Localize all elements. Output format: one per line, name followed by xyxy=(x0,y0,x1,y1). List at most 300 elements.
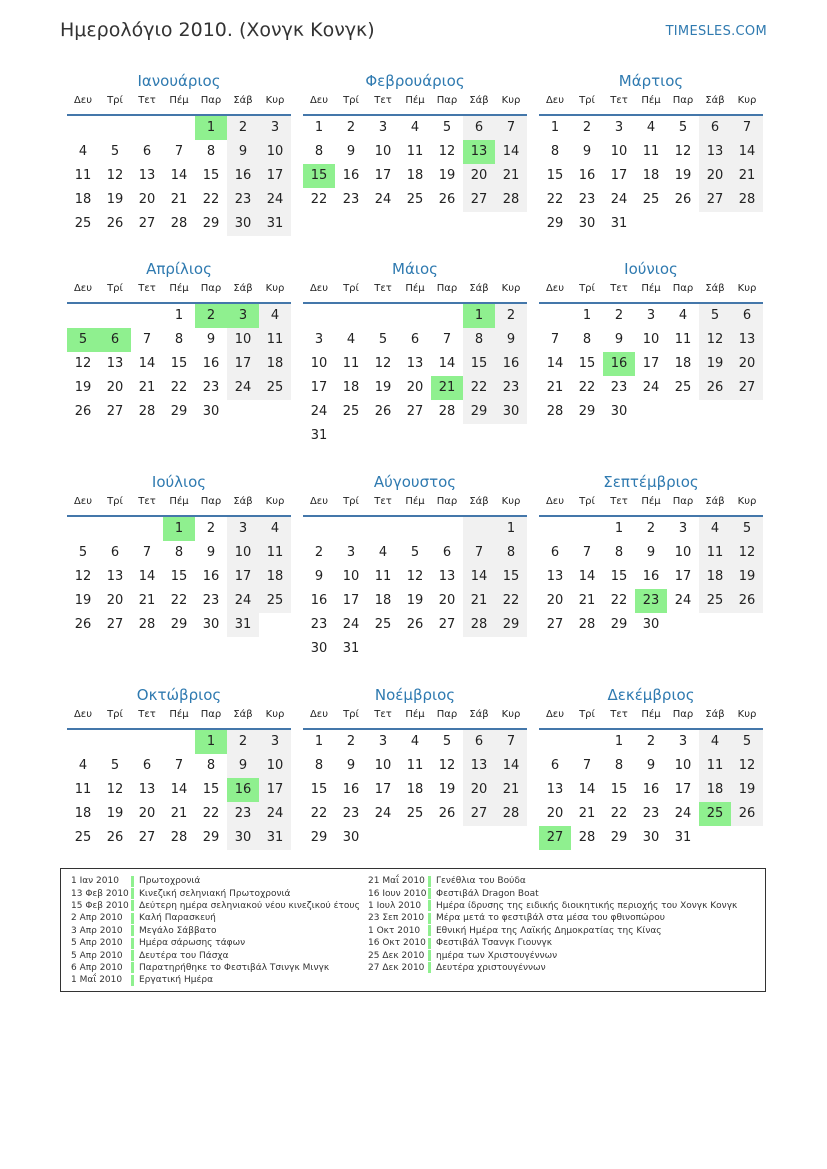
empty-cell xyxy=(463,424,495,448)
weekday-label: Τετ xyxy=(374,496,392,507)
day-cell: 8 xyxy=(582,332,592,347)
weekday-label: Δευ xyxy=(545,95,565,106)
empty-cell xyxy=(99,517,131,541)
site-link[interactable]: TIMESLES.COM xyxy=(665,24,767,39)
day-cell: 6 xyxy=(550,545,560,560)
holiday-marker xyxy=(131,962,134,973)
day-cell: 1 xyxy=(495,517,527,541)
weekday-header xyxy=(303,94,527,116)
empty-cell xyxy=(99,116,131,140)
day-cell: 2 xyxy=(227,730,259,754)
day-cell: 13 xyxy=(463,754,495,778)
day-cell: 15 xyxy=(463,352,495,376)
day-cell: 11 xyxy=(74,782,92,797)
day-grid xyxy=(539,730,763,850)
day-cell: 19 xyxy=(406,593,424,608)
day-cell: 13 xyxy=(106,569,124,584)
day-cell: 24 xyxy=(374,806,392,821)
empty-cell xyxy=(699,400,731,424)
day-cell: 10 xyxy=(227,328,259,352)
day-cell: 16 xyxy=(310,593,328,608)
empty-cell xyxy=(667,400,699,424)
empty-cell xyxy=(571,517,603,541)
day-cell: 18 xyxy=(642,168,660,183)
day-cell: 26 xyxy=(106,830,124,845)
holiday-date: 1 Ιαν 2010 xyxy=(71,876,119,887)
weekday-label: Τρί xyxy=(343,709,359,720)
legend-row xyxy=(368,912,737,924)
day-cell: 6 xyxy=(110,545,120,560)
day-cell: 5 xyxy=(442,734,452,749)
day-cell: 27 xyxy=(106,404,124,419)
day-cell: 23 xyxy=(642,806,660,821)
empty-cell xyxy=(539,517,571,541)
holiday-day-cell: 13 xyxy=(463,140,495,164)
day-cell: 25 xyxy=(406,192,424,207)
day-cell: 17 xyxy=(259,164,291,188)
day-cell: 13 xyxy=(546,782,564,797)
weekday-label: Τετ xyxy=(138,709,156,720)
day-cell: 20 xyxy=(546,806,564,821)
day-cell: 20 xyxy=(406,380,424,395)
holiday-day-cell: 21 xyxy=(431,376,463,400)
holiday-day-cell: 16 xyxy=(603,352,635,376)
day-cell: 20 xyxy=(463,164,495,188)
day-cell: 16 xyxy=(578,168,596,183)
holiday-marker xyxy=(131,925,134,936)
day-cell: 30 xyxy=(202,617,220,632)
day-cell: 16 xyxy=(227,164,259,188)
empty-cell xyxy=(131,730,163,754)
day-cell: 29 xyxy=(170,404,188,419)
weekday-label: Σάβ xyxy=(705,283,725,294)
holiday-name: Παρατηρήθηκε το Φεστιβάλ Τσινγκ Μινγκ xyxy=(139,962,330,973)
holiday-date: 13 Φεβ 2010 xyxy=(71,888,129,899)
day-cell: 16 xyxy=(342,168,360,183)
holiday-date: 1 Ιουλ 2010 xyxy=(368,900,422,911)
weekday-label: Πέμ xyxy=(169,283,189,294)
holiday-date: 23 Σεπ 2010 xyxy=(368,913,425,924)
holiday-date: 1 Οκτ 2010 xyxy=(368,925,421,936)
weekday-label: Τετ xyxy=(610,283,628,294)
day-cell: 13 xyxy=(106,356,124,371)
day-cell: 23 xyxy=(578,192,596,207)
day-cell: 8 xyxy=(463,328,495,352)
day-cell: 14 xyxy=(138,356,156,371)
weekday-label: Πέμ xyxy=(641,95,661,106)
day-cell: 4 xyxy=(678,308,688,323)
empty-cell xyxy=(731,613,763,637)
day-cell: 22 xyxy=(202,806,220,821)
day-cell: 21 xyxy=(170,806,188,821)
day-cell: 19 xyxy=(438,168,456,183)
day-cell: 29 xyxy=(202,216,220,231)
day-cell: 13 xyxy=(546,569,564,584)
day-cell: 26 xyxy=(438,806,456,821)
month-name: Οκτώβριος xyxy=(136,686,222,704)
weekday-header xyxy=(539,94,763,116)
holiday-date: 15 Φεβ 2010 xyxy=(71,900,129,911)
weekday-label: Σάβ xyxy=(469,496,489,507)
day-cell: 15 xyxy=(170,356,188,371)
weekday-label: Κυρ xyxy=(737,95,757,106)
weekday-header xyxy=(67,94,291,116)
weekday-label: Παρ xyxy=(672,95,694,106)
day-cell: 27 xyxy=(463,802,495,826)
day-cell: 1 xyxy=(614,521,624,536)
day-cell: 1 xyxy=(614,734,624,749)
day-cell: 10 xyxy=(374,144,392,159)
weekday-label: Σάβ xyxy=(233,709,253,720)
day-cell: 22 xyxy=(170,380,188,395)
day-cell: 3 xyxy=(378,120,388,135)
weekday-label: Δευ xyxy=(73,95,93,106)
day-cell: 7 xyxy=(495,116,527,140)
day-cell: 19 xyxy=(106,806,124,821)
day-cell: 29 xyxy=(495,613,527,637)
day-cell: 12 xyxy=(406,569,424,584)
day-cell: 18 xyxy=(406,168,424,183)
day-cell: 27 xyxy=(106,617,124,632)
day-grid xyxy=(67,304,291,424)
day-cell: 4 xyxy=(699,730,731,754)
day-cell: 24 xyxy=(227,589,259,613)
day-cell: 14 xyxy=(170,168,188,183)
holiday-name: Δευτέρα του Πάσχα xyxy=(139,950,229,961)
holiday-date: 25 Δεκ 2010 xyxy=(368,950,425,961)
holiday-day-cell: 15 xyxy=(303,164,335,188)
weekday-label: Τετ xyxy=(138,496,156,507)
day-cell: 28 xyxy=(438,404,456,419)
day-cell: 4 xyxy=(410,734,420,749)
day-cell: 30 xyxy=(342,830,360,845)
legend-row xyxy=(71,937,360,949)
weekday-label: Τρί xyxy=(343,95,359,106)
holiday-date: 5 Απρ 2010 xyxy=(71,950,123,961)
day-cell: 26 xyxy=(674,192,692,207)
day-cell: 29 xyxy=(610,830,628,845)
holiday-name: Ημέρα σάρωσης τάφων xyxy=(139,938,246,949)
weekday-label: Πέμ xyxy=(405,496,425,507)
day-cell: 14 xyxy=(438,356,456,371)
day-cell: 4 xyxy=(699,517,731,541)
day-cell: 14 xyxy=(170,782,188,797)
day-cell: 4 xyxy=(346,332,356,347)
day-cell: 28 xyxy=(578,830,596,845)
empty-cell xyxy=(335,424,367,448)
day-cell: 29 xyxy=(578,404,596,419)
day-cell: 11 xyxy=(342,356,360,371)
empty-cell xyxy=(367,304,399,328)
day-cell: 8 xyxy=(314,144,324,159)
day-cell: 24 xyxy=(310,404,328,419)
day-cell: 19 xyxy=(731,778,763,802)
day-cell: 3 xyxy=(614,120,624,135)
empty-cell xyxy=(495,424,527,448)
day-cell: 17 xyxy=(310,380,328,395)
weekday-label: Τετ xyxy=(374,709,392,720)
day-grid xyxy=(303,517,527,661)
weekday-label: Παρ xyxy=(200,496,222,507)
empty-cell xyxy=(463,826,495,850)
empty-cell xyxy=(699,613,731,637)
day-cell: 24 xyxy=(642,380,660,395)
day-cell: 9 xyxy=(227,754,259,778)
day-cell: 16 xyxy=(495,352,527,376)
day-cell: 18 xyxy=(259,565,291,589)
day-cell: 25 xyxy=(674,380,692,395)
weekday-label: Σάβ xyxy=(233,283,253,294)
day-cell: 25 xyxy=(74,216,92,231)
day-cell: 4 xyxy=(259,517,291,541)
legend-row xyxy=(368,937,737,949)
weekday-label: Τετ xyxy=(138,95,156,106)
day-cell: 3 xyxy=(259,730,291,754)
month-block xyxy=(539,686,763,850)
weekday-label: Δευ xyxy=(73,496,93,507)
weekday-label: Κυρ xyxy=(501,283,521,294)
holiday-name: Μεγάλο Σάββατο xyxy=(139,925,217,936)
day-cell: 11 xyxy=(74,168,92,183)
weekday-label: Παρ xyxy=(436,496,458,507)
day-cell: 5 xyxy=(78,545,88,560)
day-cell: 12 xyxy=(731,754,763,778)
empty-cell xyxy=(67,517,99,541)
weekday-label: Κυρ xyxy=(265,496,285,507)
day-cell: 18 xyxy=(374,593,392,608)
day-cell: 28 xyxy=(138,617,156,632)
day-cell: 28 xyxy=(138,404,156,419)
day-cell: 2 xyxy=(646,521,656,536)
holiday-marker xyxy=(428,925,431,936)
day-cell: 13 xyxy=(138,782,156,797)
day-cell: 9 xyxy=(495,328,527,352)
day-cell: 3 xyxy=(346,545,356,560)
day-cell: 5 xyxy=(731,730,763,754)
weekday-header xyxy=(539,282,763,304)
day-cell: 12 xyxy=(699,328,731,352)
month-block xyxy=(303,473,527,661)
weekday-label: Παρ xyxy=(436,283,458,294)
day-cell: 18 xyxy=(342,380,360,395)
holiday-day-cell: 16 xyxy=(227,778,259,802)
empty-cell xyxy=(335,304,367,328)
holiday-marker xyxy=(131,950,134,961)
legend-row xyxy=(71,974,360,986)
day-cell: 23 xyxy=(202,380,220,395)
day-cell: 4 xyxy=(410,120,420,135)
day-cell: 24 xyxy=(374,192,392,207)
holiday-marker xyxy=(131,975,134,986)
empty-cell xyxy=(259,400,291,424)
weekday-label: Παρ xyxy=(436,95,458,106)
holiday-marker xyxy=(428,962,431,973)
day-grid xyxy=(539,304,763,424)
day-cell: 14 xyxy=(578,569,596,584)
day-cell: 27 xyxy=(546,617,564,632)
holiday-marker xyxy=(131,900,134,911)
day-cell: 22 xyxy=(495,589,527,613)
weekday-header xyxy=(67,708,291,730)
month-block xyxy=(539,473,763,637)
empty-cell xyxy=(399,826,431,850)
day-cell: 21 xyxy=(170,192,188,207)
weekday-label: Κυρ xyxy=(737,709,757,720)
day-cell: 8 xyxy=(614,545,624,560)
day-cell: 18 xyxy=(699,565,731,589)
day-cell: 23 xyxy=(227,802,259,826)
empty-cell xyxy=(731,400,763,424)
day-cell: 5 xyxy=(110,758,120,773)
weekday-label: Δευ xyxy=(545,496,565,507)
day-cell: 13 xyxy=(731,328,763,352)
day-cell: 22 xyxy=(310,192,328,207)
day-cell: 12 xyxy=(106,168,124,183)
weekday-label: Παρ xyxy=(672,283,694,294)
weekday-label: Τετ xyxy=(610,95,628,106)
day-cell: 31 xyxy=(610,216,628,231)
weekday-label: Πέμ xyxy=(641,283,661,294)
holiday-name: Εθνική Ημέρα της Λαϊκής Δημοκρατίας της Κίνας xyxy=(436,925,662,936)
day-cell: 31 xyxy=(674,830,692,845)
day-cell: 30 xyxy=(227,212,259,236)
day-cell: 8 xyxy=(206,144,216,159)
holiday-date: 6 Απρ 2010 xyxy=(71,962,123,973)
day-cell: 27 xyxy=(138,216,156,231)
day-cell: 4 xyxy=(78,758,88,773)
day-cell: 2 xyxy=(614,308,624,323)
legend-column-left xyxy=(71,875,360,987)
day-grid xyxy=(67,517,291,637)
day-cell: 10 xyxy=(674,545,692,560)
holiday-name: Εργατική Ημέρα xyxy=(139,975,213,986)
holiday-marker xyxy=(131,876,134,887)
day-cell: 25 xyxy=(374,617,392,632)
month-name: Μάιος xyxy=(392,260,438,278)
weekday-header xyxy=(539,708,763,730)
weekday-header xyxy=(539,495,763,517)
weekday-label: Κυρ xyxy=(265,283,285,294)
month-name: Ιούνιος xyxy=(624,260,678,278)
day-cell: 25 xyxy=(74,830,92,845)
day-cell: 14 xyxy=(495,140,527,164)
day-cell: 17 xyxy=(342,593,360,608)
holiday-day-cell: 25 xyxy=(699,802,731,826)
legend-row xyxy=(71,875,360,887)
empty-cell xyxy=(431,304,463,328)
weekday-label: Σάβ xyxy=(705,496,725,507)
day-cell: 30 xyxy=(642,617,660,632)
empty-cell xyxy=(731,826,763,850)
month-name: Απρίλιος xyxy=(146,260,212,278)
day-cell: 7 xyxy=(174,758,184,773)
day-cell: 1 xyxy=(550,120,560,135)
weekday-label: Τρί xyxy=(107,496,123,507)
day-cell: 24 xyxy=(342,617,360,632)
day-cell: 27 xyxy=(406,404,424,419)
day-cell: 12 xyxy=(438,144,456,159)
day-grid xyxy=(303,304,527,448)
day-cell: 31 xyxy=(227,613,259,637)
empty-cell xyxy=(131,116,163,140)
day-cell: 29 xyxy=(610,617,628,632)
holiday-date: 3 Απρ 2010 xyxy=(71,925,123,936)
day-cell: 23 xyxy=(310,617,328,632)
day-cell: 28 xyxy=(495,188,527,212)
empty-cell xyxy=(495,637,527,661)
day-cell: 30 xyxy=(495,400,527,424)
weekday-label: Παρ xyxy=(200,283,222,294)
month-block xyxy=(303,260,527,448)
day-cell: 17 xyxy=(610,168,628,183)
day-cell: 8 xyxy=(206,758,216,773)
day-cell: 30 xyxy=(610,404,628,419)
day-cell: 19 xyxy=(74,380,92,395)
holiday-date: 27 Δεκ 2010 xyxy=(368,962,425,973)
weekday-label: Σάβ xyxy=(469,709,489,720)
day-cell: 17 xyxy=(259,778,291,802)
day-cell: 23 xyxy=(495,376,527,400)
day-cell: 6 xyxy=(550,758,560,773)
day-cell: 10 xyxy=(610,144,628,159)
day-cell: 24 xyxy=(227,376,259,400)
month-block xyxy=(67,260,291,424)
day-cell: 19 xyxy=(74,593,92,608)
day-cell: 21 xyxy=(495,164,527,188)
day-cell: 7 xyxy=(174,144,184,159)
day-cell: 18 xyxy=(74,192,92,207)
weekday-label: Τρί xyxy=(579,709,595,720)
day-cell: 22 xyxy=(170,593,188,608)
weekday-label: Σάβ xyxy=(233,496,253,507)
month-name: Νοέμβριος xyxy=(374,686,456,704)
weekday-label: Κυρ xyxy=(501,709,521,720)
month-name: Ιανουάριος xyxy=(137,72,221,90)
day-cell: 21 xyxy=(731,164,763,188)
month-name: Δεκέμβριος xyxy=(607,686,695,704)
weekday-label: Τρί xyxy=(343,283,359,294)
weekday-label: Παρ xyxy=(200,95,222,106)
day-cell: 15 xyxy=(495,565,527,589)
day-cell: 3 xyxy=(227,517,259,541)
weekday-label: Παρ xyxy=(672,709,694,720)
day-cell: 17 xyxy=(227,352,259,376)
day-cell: 26 xyxy=(74,404,92,419)
day-cell: 18 xyxy=(699,778,731,802)
weekday-label: Δευ xyxy=(73,709,93,720)
weekday-header xyxy=(303,708,527,730)
weekday-label: Κυρ xyxy=(265,709,285,720)
day-cell: 2 xyxy=(346,120,356,135)
day-cell: 30 xyxy=(202,404,220,419)
day-cell: 20 xyxy=(138,806,156,821)
day-cell: 18 xyxy=(74,806,92,821)
day-cell: 17 xyxy=(674,782,692,797)
day-cell: 3 xyxy=(678,521,688,536)
empty-cell xyxy=(67,730,99,754)
day-cell: 9 xyxy=(646,758,656,773)
day-cell: 24 xyxy=(674,593,692,608)
day-cell: 17 xyxy=(227,565,259,589)
day-cell: 14 xyxy=(578,782,596,797)
legend-row xyxy=(71,900,360,912)
empty-cell xyxy=(431,637,463,661)
day-cell: 29 xyxy=(202,830,220,845)
day-cell: 7 xyxy=(731,116,763,140)
day-cell: 31 xyxy=(259,826,291,850)
weekday-label: Κυρ xyxy=(737,496,757,507)
empty-cell xyxy=(635,400,667,424)
